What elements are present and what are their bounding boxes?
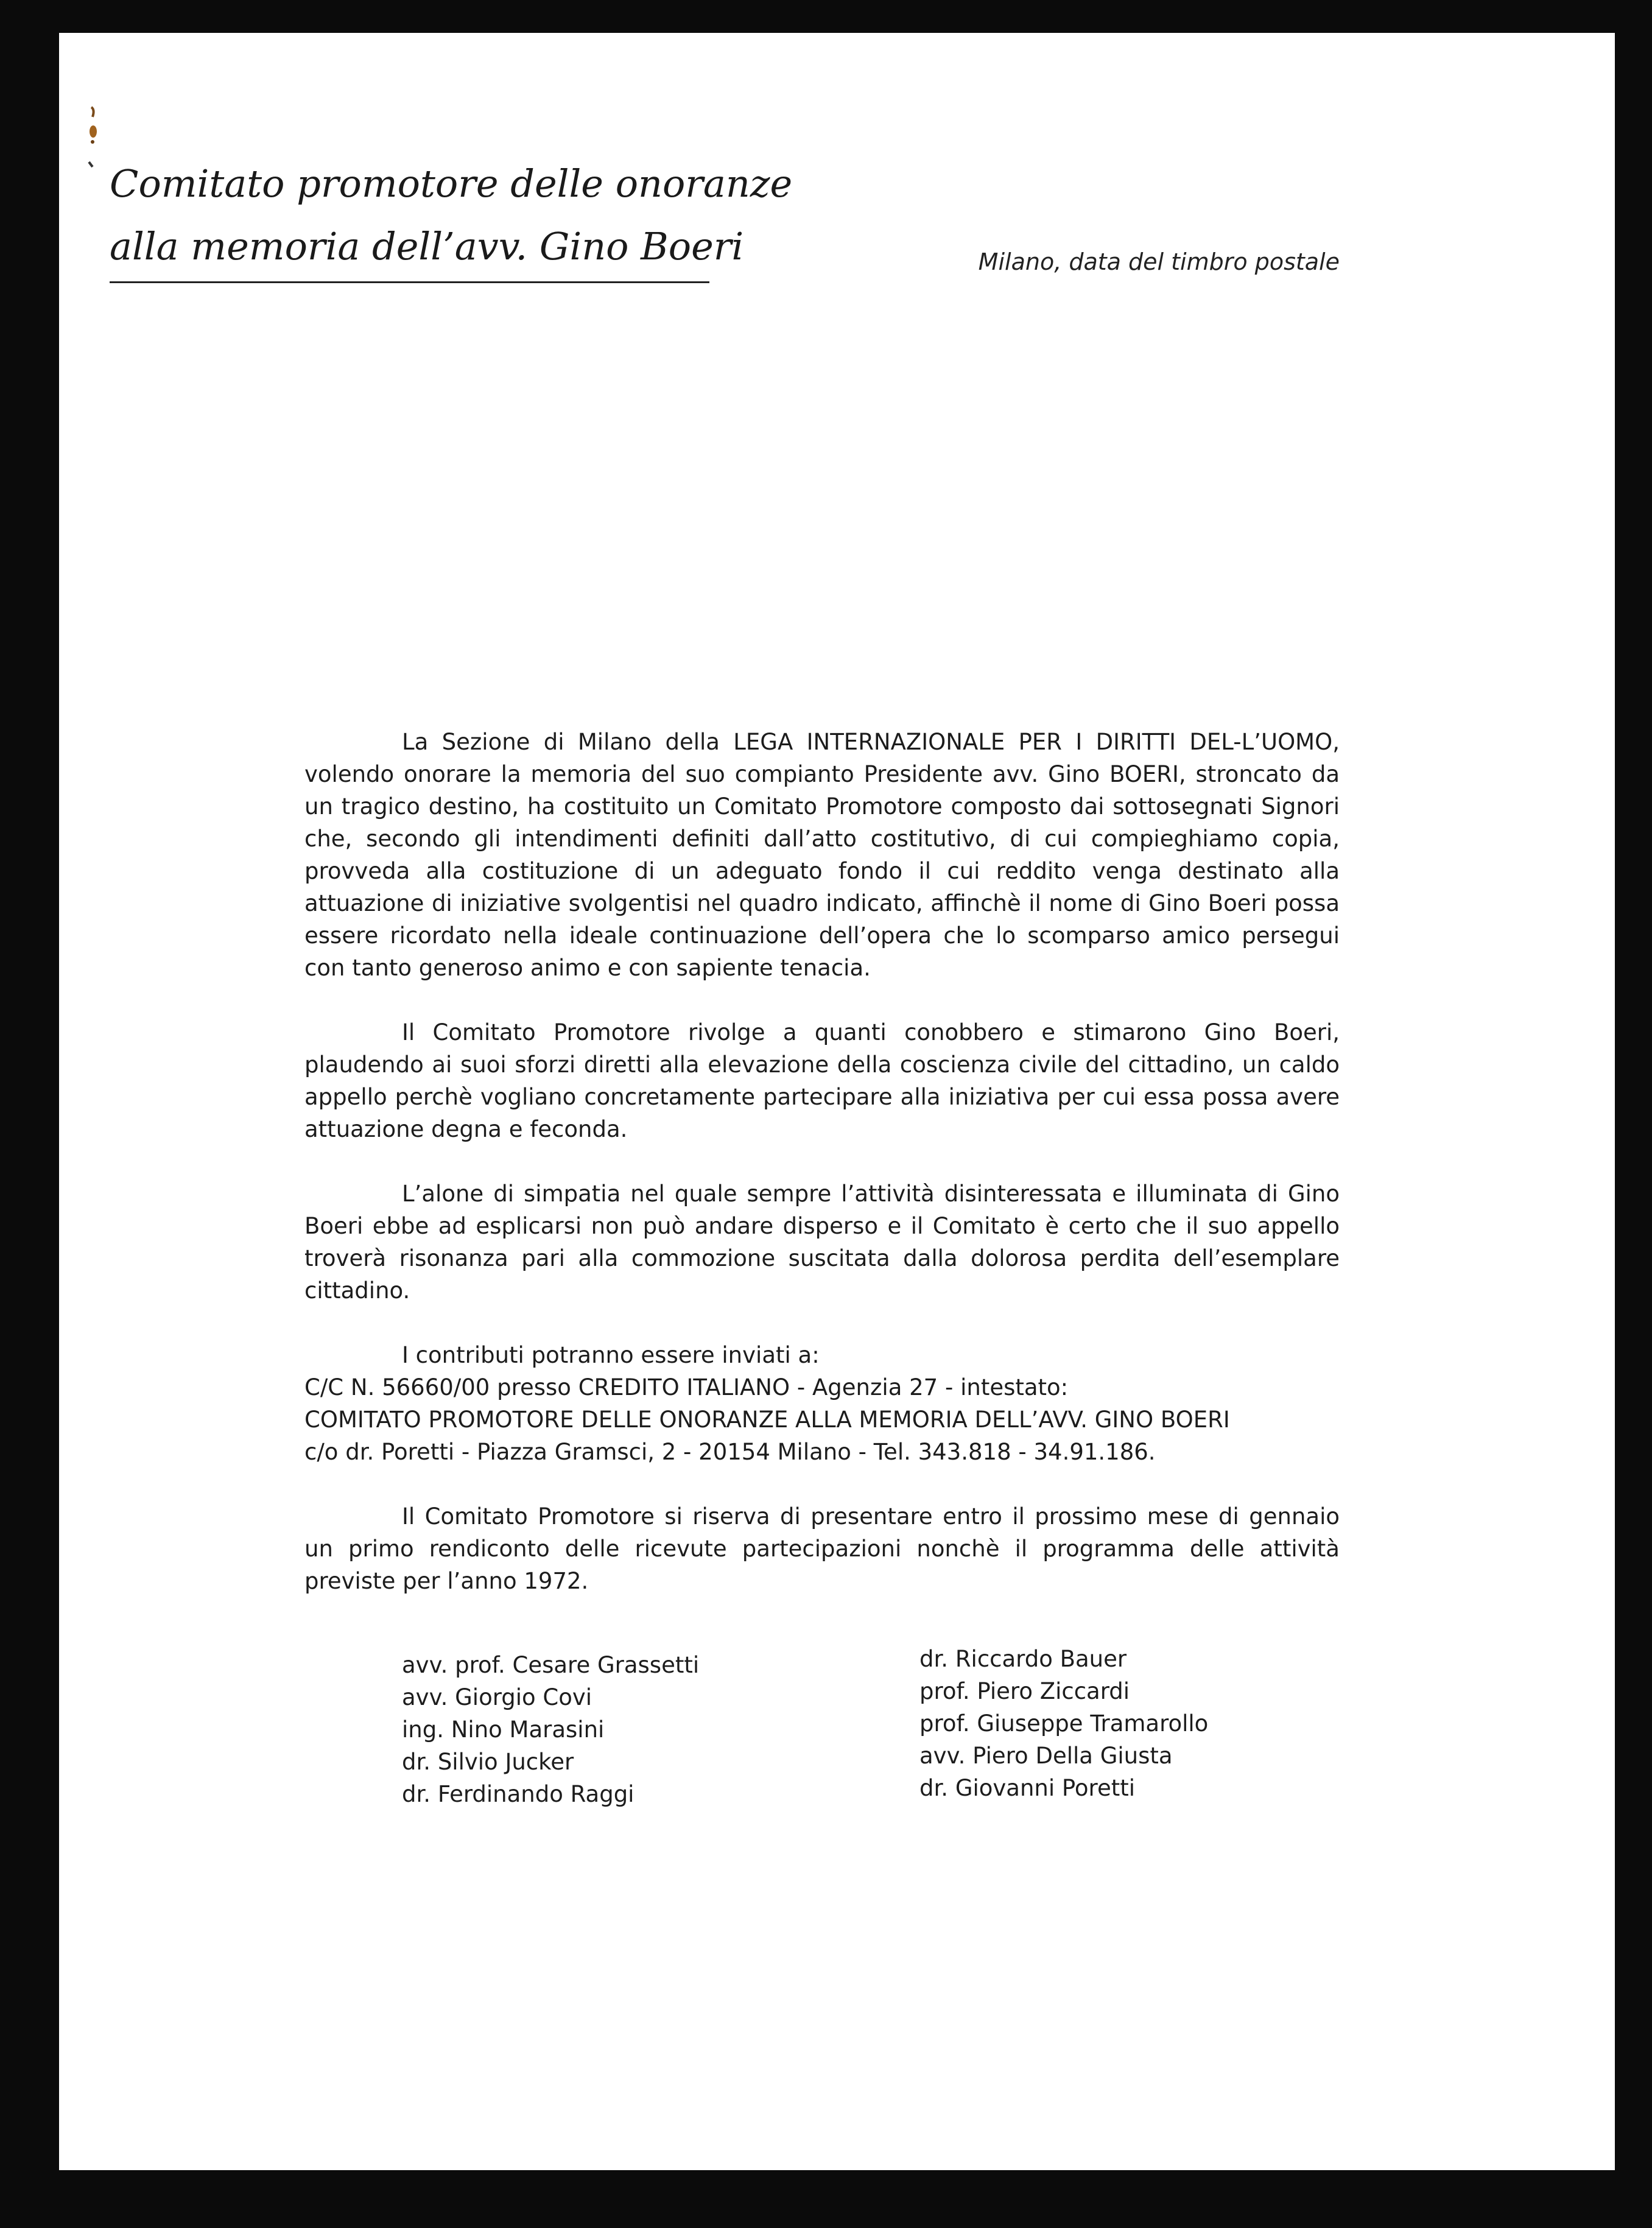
signatory: avv. Giorgio Covi xyxy=(402,1684,592,1710)
paragraph-intro: La Sezione di Milano della LEGA INTERNAZIONALE PER I DIRITTI DEL-L’UOMO, volendo onorare la memoria del suo compianto Presidente avv. Gino BOERI, stroncato da un tragico destino, ha costituito un Comitato Promotore composto dai sottosegnati Signori che, secondo gli intendimenti definiti dall’atto costitutivo, di cui compieghiamo copia, provveda alla costituzione di un adeguato fondo il cui reddito venga destinato alla attuazione di iniziative svolgentisi nel quadro indicato, affinchè il nome di Gino Boeri possa essere ricordato nella ideale continuazione dell’opera che lo scomparso amico persegui con tanto generoso animo e con sapiente tenacia. xyxy=(304,729,1340,981)
signatory: dr. Ferdinando Raggi xyxy=(402,1781,634,1807)
contributions-intro: I contributi potranno essere inviati a: xyxy=(402,1342,820,1368)
contributions-block xyxy=(304,1339,1340,1468)
margin-mark-icon xyxy=(86,104,100,170)
paragraph-appeal: Il Comitato Promotore rivolge a quanti conobbero e stimarono Gino Boeri, plaudendo ai suoi sforzi diretti alla elevazione della coscienza civile del cittadino, un caldo appello perchè vogliano concretamente partecipare alla iniziativa per cui essa possa avere attuazione degna e feconda. xyxy=(304,1019,1340,1142)
signatory: dr. Giovanni Poretti xyxy=(919,1775,1136,1801)
signatory: prof. Giuseppe Tramarollo xyxy=(919,1710,1209,1737)
letterhead-divider xyxy=(110,281,709,283)
signatory: avv. Piero Della Giusta xyxy=(919,1743,1173,1769)
signatory: avv. prof. Cesare Grassetti xyxy=(402,1652,700,1678)
paragraph-sympathy: L’alone di simpatia nel quale sempre l’attività disinteressata e illuminata di Gino Boeri ebbe ad esplicarsi non può andare disperso e il Comitato è certo che il suo appello troverà risonanza pari alla commozione suscitata dalla dolorosa perdita dell’esemplare cittadino. xyxy=(304,1181,1340,1304)
signatories-right-column xyxy=(919,1643,1382,1804)
letterhead-line-1: Comitato promotore delle onoranze xyxy=(110,161,793,206)
contributions-holder: COMITATO PROMOTORE DELLE ONORANZE ALLA MEMORIA DELL’AVV. GINO BOERI xyxy=(304,1407,1230,1433)
signatory: dr. Riccardo Bauer xyxy=(919,1646,1127,1672)
contributions-account: C/C N. 56660/00 presso CREDITO ITALIANO - Agenzia 27 - intestato: xyxy=(304,1374,1069,1400)
dateline: Milano, data del timbro postale xyxy=(978,248,1340,275)
contributions-address: c/o dr. Poretti - Piazza Gramsci, 2 - 20154 Milano - Tel. 343.818 - 34.91.186. xyxy=(304,1439,1156,1465)
letterhead-line-2: alla memoria dell’avv. Gino Boeri xyxy=(110,224,744,269)
letterhead xyxy=(110,152,793,278)
letter-body xyxy=(304,726,1340,1629)
signatory: prof. Piero Ziccardi xyxy=(919,1678,1130,1704)
signatories-left-column xyxy=(402,1649,865,1810)
signatory: dr. Silvio Jucker xyxy=(402,1749,574,1775)
paragraph-closing: Il Comitato Promotore si riserva di presentare entro il prossimo mese di gennaio un primo rendiconto delle ricevute partecipazioni nonchè il programma delle attività previste per l’anno 1972. xyxy=(304,1503,1340,1594)
signatory: ing. Nino Marasini xyxy=(402,1717,605,1743)
